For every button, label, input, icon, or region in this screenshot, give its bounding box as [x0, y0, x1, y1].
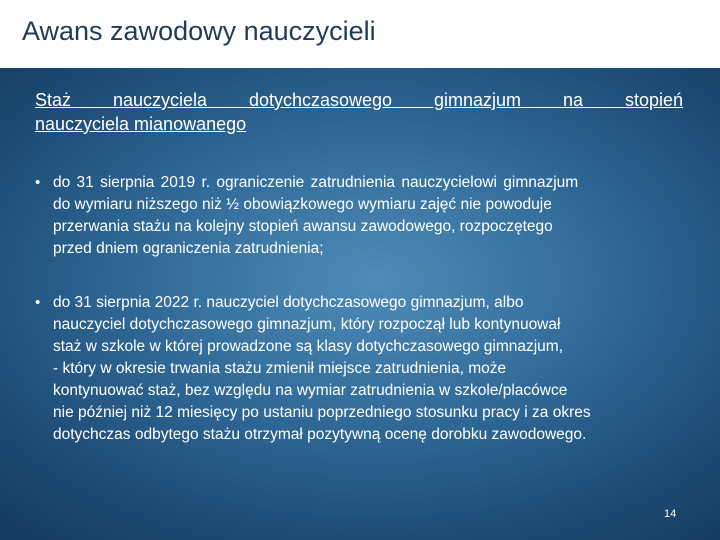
subtitle-line: nauczyciela mianowanego: [35, 114, 247, 134]
bullet-line: nie później niż 12 miesięcy po ustaniu poprzedniego stosunku pracy i za okres: [53, 404, 591, 421]
bullet-marker: •: [35, 294, 41, 311]
bullet-line: nauczyciel dotychczasowego gimnazjum, który rozpoczął lub kontynuował: [53, 316, 561, 333]
bullet-line: do 31 sierpnia 2022 r. nauczyciel dotychczasowego gimnazjum, albo: [53, 294, 524, 311]
bullet-marker: •: [35, 174, 41, 191]
page-number: 14: [664, 508, 677, 520]
subtitle-line: Staż nauczyciela dotychczasowego gimnazjum na stopień: [35, 90, 683, 110]
bullet-item: [35, 172, 693, 260]
bullet-text: [53, 172, 693, 260]
bullet-line: dotychczas odbytego stażu otrzymał pozytywną ocenę dorobku zawodowego.: [53, 426, 587, 443]
bullet-line: - który w okresie trwania stażu zmienił miejsce zatrudnienia, może: [53, 360, 507, 377]
bullet-line: przed dniem ograniczenia zatrudnienia;: [53, 240, 324, 257]
bullet-line: kontynuować staż, bez względu na wymiar zatrudnienia w szkole/placówce: [53, 382, 568, 399]
bullet-item: [35, 292, 693, 446]
bullet-line: przerwania stażu na kolejny stopień awansu zawodowego, rozpoczętego: [53, 218, 553, 235]
slide-subtitle: [35, 88, 683, 136]
title-bar: [0, 0, 720, 68]
bullet-text: [53, 292, 693, 446]
slide-title: Awans zawodowy nauczycieli: [22, 16, 376, 46]
bullet-line: do 31 sierpnia 2019 r. ograniczenie zatrudnienia nauczycielowi gimnazjum: [53, 174, 579, 191]
bullet-line: staż w szkole w której prowadzone są klasy dotychczasowego gimnazjum,: [53, 338, 564, 355]
slide-content: [0, 68, 720, 540]
bullet-line: do wymiaru niższego niż ½ obowiązkowego wymiaru zajęć nie powoduje: [53, 196, 552, 213]
